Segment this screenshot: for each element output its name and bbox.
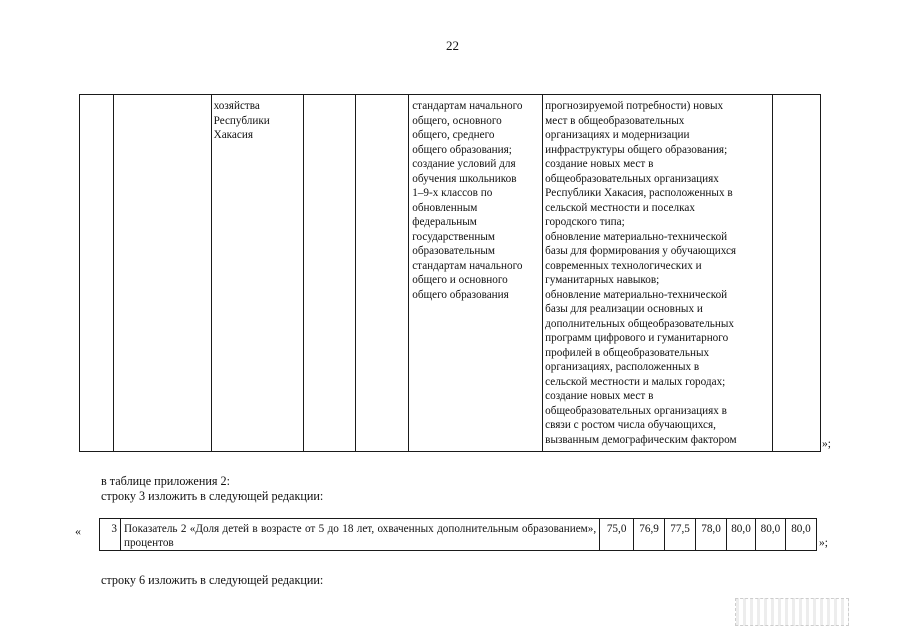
cell-text-line: инфраструктуры общего образования; xyxy=(545,143,728,156)
cell-executor xyxy=(211,95,303,452)
text-table-appendix-2: в таблице приложения 2: xyxy=(101,474,231,488)
cell-text-line: прогнозируемой потребности) новых xyxy=(545,100,724,112)
cell-text-line: обновление материально-технической xyxy=(545,288,728,301)
cell-text-line: Республики Хакасия, расположенных в xyxy=(545,187,733,199)
registration-stamp-image xyxy=(735,598,849,626)
value-cell: 80,0 xyxy=(755,519,785,551)
value-cell: 80,0 xyxy=(727,519,756,551)
cell-text-line: создание условий для xyxy=(412,158,516,170)
text-row-6-instruction: строку 6 изложить в следующей редакции: xyxy=(101,573,324,587)
cell-text-line: общеобразовательных организациях в xyxy=(545,404,727,417)
cell-text-line: общего образования; xyxy=(412,143,512,156)
cell-text-line: хозяйства xyxy=(213,100,260,112)
table-row-3 xyxy=(99,518,817,551)
cell-8-empty xyxy=(773,95,821,452)
cell-1-empty xyxy=(80,95,114,452)
cell-text-line: общего образования xyxy=(412,288,509,301)
cell-text-line: общего и основного xyxy=(412,274,508,286)
table-continuation xyxy=(79,94,821,452)
cell-text-line: сельской местности и малых городах; xyxy=(545,375,726,388)
cell-text-line: городского типа; xyxy=(545,216,625,228)
cell-text-line: 1–9-х классов по xyxy=(412,187,493,199)
cell-text-line: сельской местности и поселках xyxy=(545,201,695,214)
cell-text-line: общеобразовательных организациях xyxy=(545,172,719,185)
value-cell: 77,5 xyxy=(665,519,696,551)
cell-text-line: федеральным xyxy=(412,216,477,228)
cell-text-line: профилей в общеобразовательных xyxy=(545,346,710,359)
cell-text-line: стандартам начального xyxy=(412,259,523,272)
cell-4-empty xyxy=(303,95,356,452)
cell-text-line: образовательным xyxy=(412,245,495,257)
cell-text-line: связи с ростом числа обучающихся, xyxy=(545,419,716,431)
cell-text-line: программ цифрового и гуманитарного xyxy=(545,332,729,344)
cell-text-line: дополнительных общеобразовательных xyxy=(545,317,734,330)
closing-quote-table2: »; xyxy=(819,537,828,549)
cell-goal xyxy=(409,95,543,452)
cell-text-line: базы для формирования у обучающихся xyxy=(545,245,737,257)
value-cell: 76,9 xyxy=(634,519,665,551)
value-cell: 75,0 xyxy=(600,519,634,551)
cell-2-empty xyxy=(113,95,211,452)
row-number-cell: 3 xyxy=(100,519,121,551)
cell-text-line: обновление материально-технической xyxy=(545,230,728,243)
opening-quote-table2: « xyxy=(75,524,81,538)
cell-text-line: государственным xyxy=(412,230,495,243)
value-cell: 80,0 xyxy=(785,519,816,551)
indicator-cell: Показатель 2 «Доля детей в возрасте от 5 до 18 лет, охваченных дополнительным образованием», процентов xyxy=(120,519,599,551)
cell-text-line: гуманитарных навыков; xyxy=(545,274,660,286)
cell-text-line: общего, основного xyxy=(412,114,502,127)
cell-5-empty xyxy=(356,95,409,452)
cell-text-line: вызванным демографическим фактором xyxy=(545,433,737,446)
cell-text-line: Хакасия xyxy=(213,129,253,141)
cell-text-line: общего, среднего xyxy=(412,129,495,141)
cell-text-line: создание новых мест в xyxy=(545,158,654,170)
cell-text-line: создание новых мест в xyxy=(545,390,654,402)
value-cell: 78,0 xyxy=(696,519,727,551)
cell-text-line: обучения школьников xyxy=(412,172,517,185)
page-number: 22 xyxy=(446,38,459,53)
cell-text-line: стандартам начального xyxy=(412,100,523,112)
cell-text-line: Республики xyxy=(213,114,270,127)
cell-text-line: организациях, расположенных в xyxy=(545,361,700,373)
closing-quote-table1: »; xyxy=(822,438,831,450)
text-row-3-instruction: строку 3 изложить в следующей редакции: xyxy=(101,489,324,503)
cell-text-line: базы для реализации основных и xyxy=(545,303,703,315)
cell-text-line: мест в общеобразовательных xyxy=(545,114,685,127)
cell-result xyxy=(543,95,773,452)
cell-text-line: современных технологических и xyxy=(545,259,702,272)
cell-text-line: организациях и модернизации xyxy=(545,129,690,141)
cell-text-line: обновленным xyxy=(412,201,478,214)
